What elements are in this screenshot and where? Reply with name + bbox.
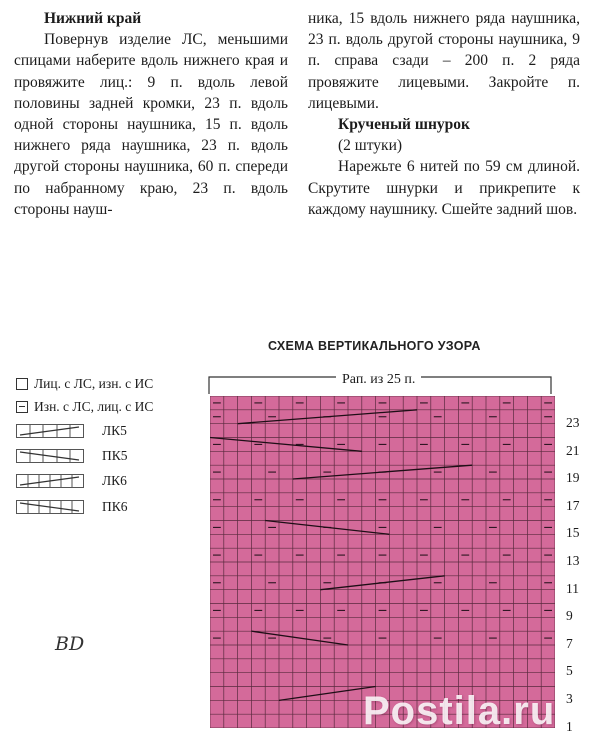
bottom-edge-text: Повернув изделие ЛС, меньшими спицами наберите вдоль нижнего края и провяжите лиц.: 9 п. вдоль левой половины задней кромки, 23 п. вдоль одной стороны наушника, 15 п. вдоль нижнего ряда наушника, 23 п. вдоль другой стороны наушника, 60 п. спереди по набранному краю, 23 п. вдоль стороны науш- bbox=[14, 31, 288, 218]
legend-item-lk5 bbox=[16, 418, 153, 443]
legend-item-purl bbox=[16, 395, 153, 418]
row-number: 23 bbox=[566, 415, 580, 430]
cable-left-5-icon bbox=[16, 424, 84, 438]
row-number: 15 bbox=[566, 525, 580, 541]
legend-label: ПК5 bbox=[102, 447, 128, 463]
legend-label: ЛК5 bbox=[102, 422, 127, 438]
watermark: Postila.ru bbox=[363, 689, 556, 733]
legend-item-knit bbox=[16, 372, 153, 395]
bottom-edge-text-continuation: ника, 15 вдоль нижнего ряда наушника, 23 п. вдоль другой стороны наушника, 9 п. справа сзади – 200 п. 2 ряда провяжите лицевыми. Закройте п. лицевыми. bbox=[308, 10, 580, 112]
right-column bbox=[308, 8, 580, 220]
repeat-label: Рап. из 25 п. bbox=[336, 372, 421, 388]
legend-label: Лиц. с ЛС, изн. с ИС bbox=[34, 375, 154, 391]
left-column bbox=[14, 8, 288, 220]
chart-legend bbox=[16, 372, 153, 520]
legend-label: Изн. с ЛС, лиц. с ИС bbox=[34, 398, 154, 414]
legend-label: ЛК6 bbox=[102, 473, 127, 488]
minus-square-icon bbox=[16, 401, 28, 413]
row-number: 21 bbox=[566, 442, 580, 458]
row-number: 17 bbox=[566, 497, 580, 513]
legend-label: ПК6 bbox=[102, 499, 128, 514]
knitting-chart bbox=[210, 396, 555, 733]
legend-item-lk6 bbox=[16, 468, 153, 494]
row-number: 1 bbox=[566, 718, 573, 734]
cable-right-6-icon bbox=[16, 500, 84, 514]
row-number: 5 bbox=[566, 663, 573, 679]
legend-item-pk5 bbox=[16, 443, 153, 468]
handwritten-signature: BD bbox=[55, 633, 85, 655]
section-heading-bottom-edge: Нижний край bbox=[44, 10, 142, 27]
section-heading-twisted-cord: Крученый шнурок bbox=[338, 116, 470, 134]
row-number: 7 bbox=[566, 635, 573, 651]
chart-title: СХЕМА ВЕРТИКАЛЬНОГО УЗОРА bbox=[268, 339, 481, 353]
row-number: 9 bbox=[566, 608, 573, 624]
cable-left-6-icon bbox=[16, 474, 84, 488]
legend-item-pk6 bbox=[16, 494, 153, 520]
twisted-cord-count: (2 штуки) bbox=[338, 137, 403, 155]
row-number: 3 bbox=[566, 691, 573, 706]
twisted-cord-text: Нарежьте 6 нитей по 59 см длиной. Скрутите шнурки и прикрепите к каждому наушнику. Сшейте задний шов. bbox=[308, 158, 580, 218]
row-number: 13 bbox=[566, 553, 580, 568]
row-number: 11 bbox=[566, 580, 579, 596]
row-number: 19 bbox=[566, 470, 580, 486]
cable-right-5-icon bbox=[16, 449, 84, 463]
chart-grid bbox=[210, 396, 555, 728]
empty-square-icon bbox=[16, 378, 28, 390]
